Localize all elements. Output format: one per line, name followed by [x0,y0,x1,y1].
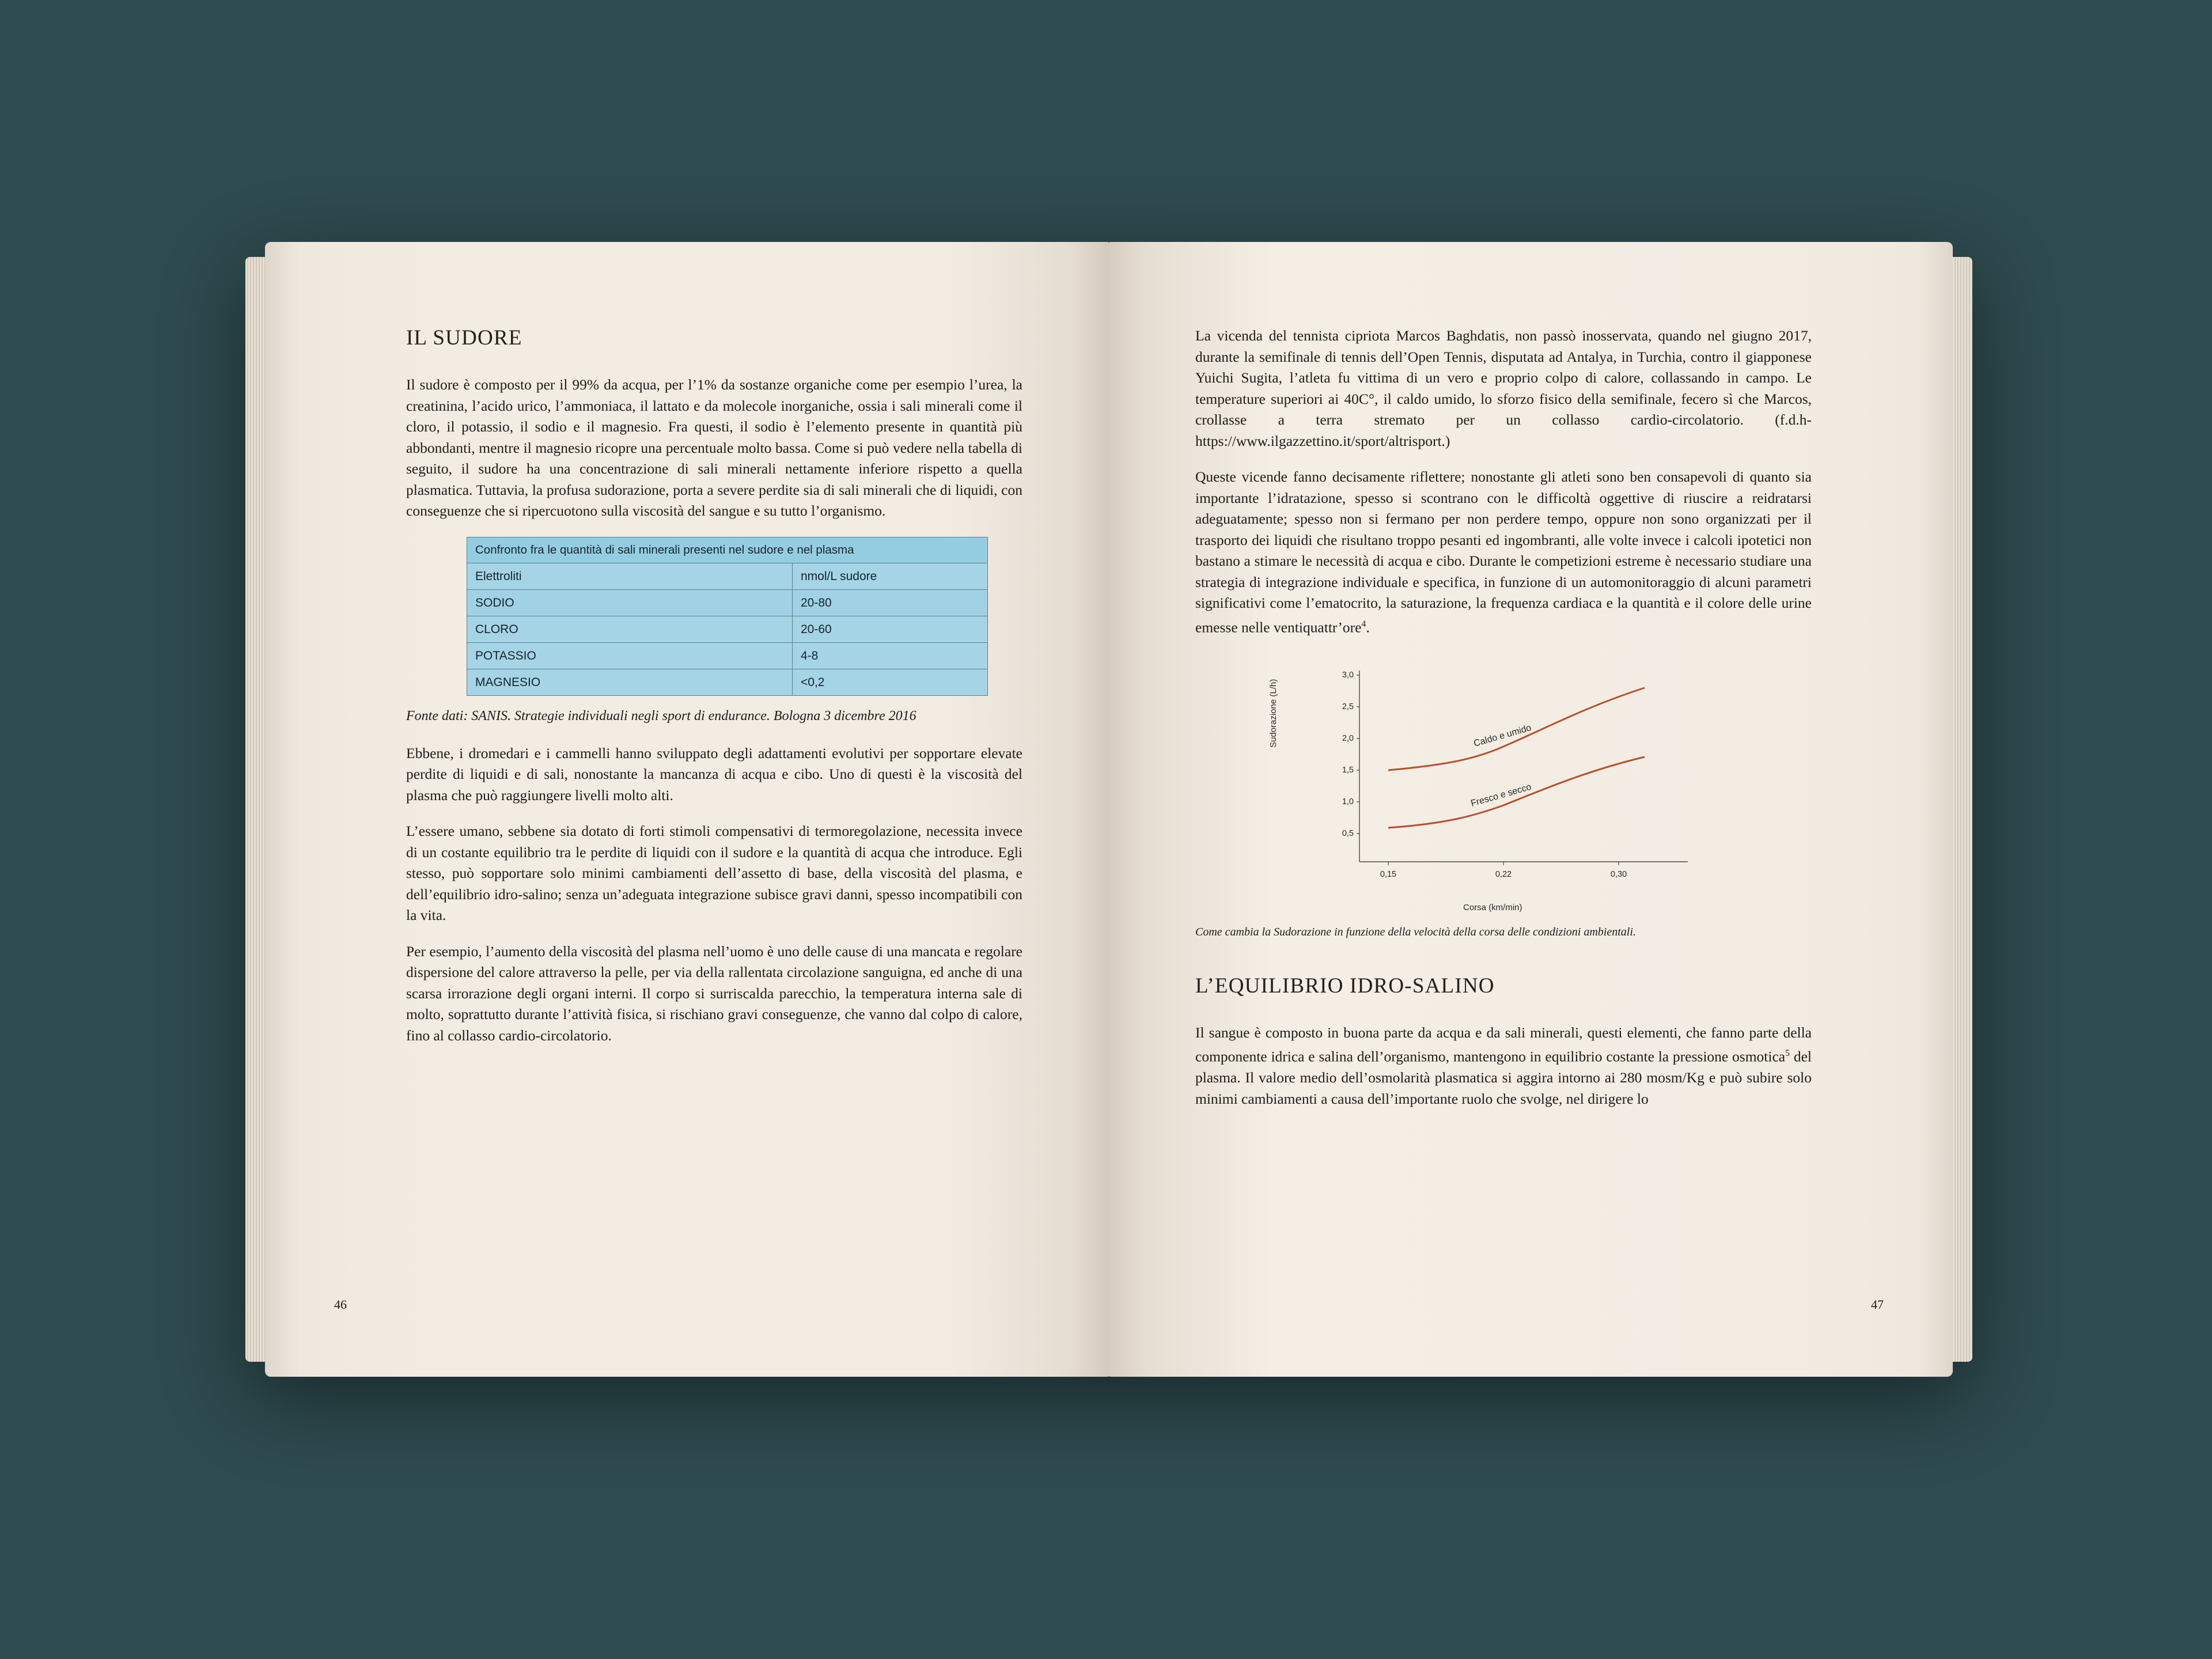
chart-y-axis-label: Sudorazione (L/h) [1268,679,1278,748]
section-title-equilibrio: L’EQUILIBRIO IDRO-SALINO [1195,974,1495,998]
minerals-table [467,537,988,696]
page-number-left: 46 [334,1297,347,1312]
chart-series-label-caldo-umido: Caldo e umido [1472,722,1533,749]
table-row [467,669,988,695]
paragraph-text: Il sangue è composto in buona parte da acqua e da sali minerali, questi elementi, che fanno parte della componente idrica e salina dell’organismo, mantengono in equilibrio costante la pressione osmotica [1195,1024,1812,1065]
chart-tick: 0,5 [1342,828,1354,838]
table-cell-value: 20-60 [793,616,988,642]
paragraph-end: . [1366,619,1370,635]
table-cell-name: CLORO [467,616,793,642]
table-row [467,537,988,563]
page-edges-left [245,257,265,1362]
page-left [265,242,1109,1377]
table-caption-cell: Confronto fra le quantità di sali minerali presenti nel sudore e nel plasma [467,537,988,563]
chart-x-axis-label: Corsa (km/min) [1463,902,1522,912]
figure-caption: Come cambia la Sudorazione in funzione della velocità della corsa delle condizioni ambientali. [1195,925,1636,938]
sweat-rate-chart [1268,661,1791,912]
chart-tick: 2,5 [1342,702,1354,711]
chart-tick: 1,0 [1342,797,1354,806]
table-header-electrolytes: Elettroliti [467,563,793,589]
paragraph [1195,1022,1812,1110]
chart-tick: 2,0 [1342,733,1354,743]
chart-y-ticks [1342,671,1354,838]
chart-tick: 1,5 [1342,765,1354,775]
paragraph-text-cont: del plasma. Il valore medio dell’osmolarità plasmatica si aggira intorno ai 280 mosm/Kg e può subire solo minimi cambiamenti a causa dell’importante ruolo che svolge, nel dirigere lo [1195,1048,1812,1107]
chart-tick: 0,30 [1610,869,1627,879]
chart-tick: 0,15 [1380,869,1397,879]
page-number-right: 47 [1871,1297,1884,1312]
footnote-marker: 5 [1785,1048,1790,1058]
table-cell-value: <0,2 [793,669,988,695]
table-cell-name: SODIO [467,589,793,616]
paragraph-text: Queste vicende fanno decisamente riflettere; nonostante gli atleti sono ben consapevoli di quanto sia importante l’idratazione, spesso si scontrano con le difficoltà oggettive di riuscire a reidratarsi adeguatamente; spesso non si fermano per non perdere tempo, oppure non sono organizzati per il trasporto dei liquidi che risultano troppo pesanti ed ingombranti, alle volte invece i calcoli ipotetici non bastano a stimare le necessità di acqua e cibo. Durante le competizioni estreme è necessario studiare una strategia di integrazione individuale e specifica, in funzione di un automonitoraggio di alcuni parametri significativi come l’ematocrito, la saturazione, la frequenza cardiaca e la quantità e il colore delle urine emesse nelle ventiquattr’ore [1195,468,1812,635]
page-edges-right [1953,257,1972,1362]
table-row [467,563,988,589]
page-right [1109,242,1953,1377]
open-book [265,242,1953,1377]
paragraph: La vicenda del tennista cipriota Marcos Baghdatis, non passò inosservata, quando nel giugno 2017, durante la semifinale di tennis dell’Open Tennis, disputata ad Antalya, in Turchia, contro il giapponese Yuichi Sugita, l’atleta fu vittima di un vero e proprio colpo di calore, collassando in campo. Le temperature superiori ai 40C°, il caldo umido, lo sforzo fisico della semifinale, fecero sì che Marcos, crollasse a terra stremato per un collasso cardio-circolatorio. (f.d.h-https://www.ilgazzettino.it/sport/altrisport.) [1195,327,1812,449]
table-row [467,616,988,642]
table-cell-name: POTASSIO [467,642,793,669]
paragraph: Il sudore è composto per il 99% da acqua, per l’1% da sostanze organiche come per esempio l’urea, la creatinina, l’acido urico, l’ammoniaca, il lattato e da molecole inorganiche, ossia i sali minerali come il cloro, il potassio, il sodio e il magnesio. Fra questi, il sodio è l’elemento presente in quantità più abbondanti, mentre il magnesio ricopre una percentuale molto bassa. Come si può vedere nella tabella di seguito, il sudore ha una concentrazione di sali minerali nettamente inferiore rispetto a quella plasmatica. Tuttavia, la profusa sudorazione, porta a severe perdite sia di sali minerali che di liquidi, con conseguenze che si ripercuotono sulla viscosità del sangue e su tutto l’organismo. [406,376,1022,519]
table-cell-value: 20-80 [793,589,988,616]
table-cell-value: 4-8 [793,642,988,669]
page-title: IL SUDORE [406,326,522,350]
table-header-units: nmol/L sudore [793,563,988,589]
chart-series-label-fresco-secco: Fresco e secco [1469,782,1533,809]
chart-tick: 0,22 [1495,869,1512,879]
table-cell-name: MAGNESIO [467,669,793,695]
footnote-marker: 4 [1361,619,1366,629]
paragraph: L’essere umano, sebbene sia dotato di forti stimoli compensativi di termoregolazione, necessita invece di un costante equilibrio tra le perdite di liquidi con il sudore e la quantità di acqua che introduce. Egli stesso, può sopportare solo minimi cambiamenti dell’assetto di base, della viscosità del plasma, e dell’equilibrio idro-salino; senza un’adeguata integrazione subisce gravi danni, spesso incompatibili con la vita. [406,823,1022,923]
table-source-note: Fonte dati: SANIS. Strategie individuali negli sport di endurance. Bologna 3 dicembre 2016 [406,708,916,724]
paragraph: Per esempio, l’aumento della viscosità del plasma nell’uomo è uno delle cause di una mancata e regolare dispersione del calore attraverso la pelle, per via della rallentata circolazione sanguigna, ed anche di una scarsa irrorazione degli organi interni. Il corpo si surriscalda parecchio, la temperatura interna sale di molto, soprattutto durante l’attività fisica, si rischiano gravi conseguenze, che vanno dal colpo di calore, fino al collasso cardio-circolatorio. [406,942,1022,1044]
table-row [467,589,988,616]
table-row [467,642,988,669]
chart-plot [1273,661,1791,897]
chart-tick: 3,0 [1342,670,1354,680]
paragraph [1195,467,1812,638]
paragraph: Ebbene, i dromedari e i cammelli hanno sviluppato degli adattamenti evolutivi per sopportare elevate perdite di liquidi e di sali, nonostante la mancanza di acqua e cibo. Uno di questi è la viscosità del plasma che può raggiungere livelli molto alti. [406,744,1022,804]
